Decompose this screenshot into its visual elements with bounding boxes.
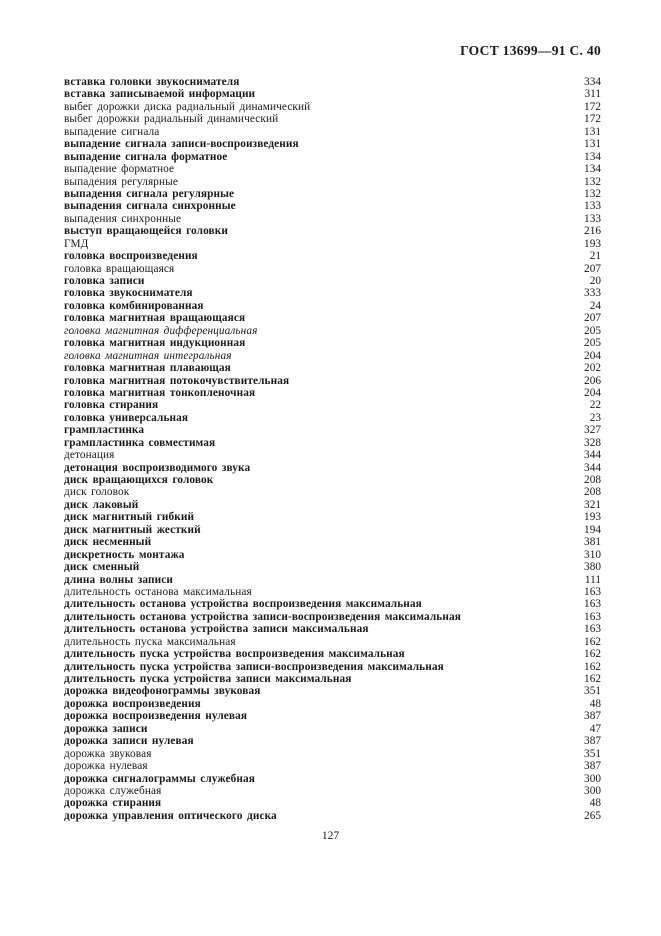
index-entry bbox=[64, 113, 601, 125]
index-entry bbox=[64, 748, 601, 760]
index-entry bbox=[64, 810, 601, 822]
index-entry bbox=[64, 524, 601, 536]
index-entry bbox=[64, 213, 601, 225]
index-entry-term: головка стирания bbox=[64, 399, 159, 412]
index-entry-term: выпадения синхронные bbox=[64, 212, 182, 225]
index-entry-term: ГМД bbox=[64, 237, 89, 250]
index-entry-page: 133 bbox=[584, 212, 601, 225]
index-entry-page: 162 bbox=[584, 648, 601, 661]
index-entry bbox=[64, 350, 601, 362]
index-entry bbox=[64, 685, 601, 697]
index-entry-page: 20 bbox=[589, 275, 601, 287]
index-entry-term: дорожка записи bbox=[64, 722, 148, 735]
index-entry-page: 134 bbox=[584, 163, 601, 176]
index-entry-term: длительность пуска устройства записи-воспроизведения максимальная bbox=[64, 660, 444, 673]
index-entry bbox=[64, 698, 601, 710]
index-entry bbox=[64, 437, 601, 449]
document-header: ГОСТ 13699—91 С. 40 bbox=[460, 43, 601, 58]
index-entry-term: диск лаковый bbox=[64, 498, 139, 511]
index-entry bbox=[64, 176, 601, 188]
index-entry-term: головка магнитная дифференциальная bbox=[64, 324, 258, 337]
index-entry bbox=[64, 337, 601, 349]
index-entry-page: 387 bbox=[584, 735, 601, 748]
index-entry-term: дискретность монтажа bbox=[64, 548, 185, 561]
index-entry-page: 207 bbox=[584, 262, 601, 275]
index-entry-page: 204 bbox=[584, 386, 601, 399]
index-entry bbox=[64, 101, 601, 113]
index-entry bbox=[64, 126, 601, 138]
index-entry-term: детонация bbox=[64, 449, 115, 462]
index-entry-page: 132 bbox=[584, 175, 601, 188]
index-entry-term: головка записи bbox=[64, 275, 145, 287]
index-entry-page: 133 bbox=[584, 200, 601, 213]
index-entry-term: длительность останова максимальная bbox=[64, 585, 252, 598]
index-entry-term: грампластинка совместимая bbox=[64, 436, 216, 449]
index-entry bbox=[64, 636, 601, 648]
index-entry-page: 172 bbox=[584, 113, 601, 126]
index-entry-page: 321 bbox=[584, 498, 601, 511]
index-entry-term: головка магнитная интегральная bbox=[64, 349, 232, 362]
index-entry-term: длина волны записи bbox=[64, 573, 173, 586]
index-entry-page: 208 bbox=[584, 486, 601, 499]
index-entry-term: выпадения сигнала синхронные bbox=[64, 200, 236, 213]
index-entry-term: головка воспроизведения bbox=[64, 250, 198, 263]
index-entry bbox=[64, 200, 601, 212]
index-entry-term: выпадение форматное bbox=[64, 163, 175, 176]
index-entry-page: 344 bbox=[584, 461, 601, 474]
index-entry bbox=[64, 574, 601, 586]
index-entry-page: 327 bbox=[584, 424, 601, 437]
index-entry-term: головка звукоснимателя bbox=[64, 287, 193, 300]
index-entry-term: головка магнитная потокочувствительная bbox=[64, 374, 290, 387]
index-entry-page: 48 bbox=[589, 697, 601, 710]
index-entry bbox=[64, 250, 601, 262]
index-entry-page: 328 bbox=[584, 436, 601, 449]
index-entry-page: 193 bbox=[584, 237, 601, 250]
index-entry-page: 194 bbox=[584, 523, 601, 536]
page-number: 127 bbox=[321, 830, 340, 842]
index-entry-page: 351 bbox=[584, 685, 601, 698]
index-entry-page: 216 bbox=[584, 225, 601, 238]
index-entry-page: 131 bbox=[584, 138, 601, 151]
index-entry bbox=[64, 449, 601, 461]
index-entry-term: выбег дорожки радиальный динамический bbox=[64, 113, 279, 126]
index-entry bbox=[64, 399, 601, 411]
index-entry bbox=[64, 486, 601, 498]
index-entry-page: 208 bbox=[584, 474, 601, 486]
index-entry bbox=[64, 586, 601, 598]
index-entry bbox=[64, 773, 601, 785]
index-entry-term: длительность останова устройства воспроизведения максимальная bbox=[64, 598, 422, 611]
index-entry bbox=[64, 598, 601, 610]
index-entry-page: 310 bbox=[584, 548, 601, 561]
index-entry bbox=[64, 387, 601, 399]
index-entry-page: 163 bbox=[584, 598, 601, 611]
index-entry-term: головка магнитная индукционная bbox=[64, 337, 246, 350]
index-entry-term: головка магнитная вращающаяся bbox=[64, 312, 246, 325]
index-entry bbox=[64, 760, 601, 772]
index-entry-term: диск магнитный жесткий bbox=[64, 523, 201, 536]
index-entry-term: головка комбинированная bbox=[64, 299, 204, 312]
index-entry-page: 162 bbox=[584, 673, 601, 685]
index-entry bbox=[64, 238, 601, 250]
index-entry bbox=[64, 163, 601, 175]
index-entry-page: 333 bbox=[584, 287, 601, 300]
index-entry bbox=[64, 648, 601, 660]
index-entry-term: диск магнитный гибкий bbox=[64, 511, 195, 524]
index-entry bbox=[64, 511, 601, 523]
index-entry-page: 24 bbox=[589, 299, 601, 312]
index-entry bbox=[64, 673, 601, 685]
index-entry-term: длительность останова устройства записи максимальная bbox=[64, 623, 369, 636]
index-entry bbox=[64, 287, 601, 299]
index-entry-page: 48 bbox=[589, 797, 601, 810]
index-entry-term: дорожка воспроизведения bbox=[64, 697, 201, 710]
index-entry bbox=[64, 561, 601, 573]
index-entry-page: 23 bbox=[589, 411, 601, 424]
index-entry-term: диск вращающихся головок bbox=[64, 474, 214, 486]
index-entry bbox=[64, 661, 601, 673]
index-entry bbox=[64, 499, 601, 511]
index-entry bbox=[64, 412, 601, 424]
index-entry bbox=[64, 300, 601, 312]
index-entry bbox=[64, 462, 601, 474]
index-entry-page: 207 bbox=[584, 312, 601, 325]
index-entry-page: 162 bbox=[584, 660, 601, 673]
index-entry bbox=[64, 325, 601, 337]
index-entry-page: 206 bbox=[584, 374, 601, 387]
index-entry-term: длительность пуска максимальная bbox=[64, 635, 236, 648]
index-entry-page: 193 bbox=[584, 511, 601, 524]
index-entry-page: 21 bbox=[589, 250, 601, 263]
index-entry-term: выпадение сигнала форматное bbox=[64, 150, 228, 163]
index-entry-term: длительность пуска устройства записи максимальная bbox=[64, 673, 352, 685]
index-entry-page: 205 bbox=[584, 337, 601, 350]
index-entry-page: 134 bbox=[584, 150, 601, 163]
index-entry bbox=[64, 549, 601, 561]
index-entry-term: дорожка нулевая bbox=[64, 760, 148, 773]
index-entry-page: 172 bbox=[584, 100, 601, 113]
index-entry-page: 202 bbox=[584, 362, 601, 375]
index-entry bbox=[64, 88, 601, 100]
index-entry-page: 22 bbox=[589, 399, 601, 412]
index-entry-term: выбег дорожки диска радиальный динамический bbox=[64, 100, 311, 113]
index-entry-term: дорожка сигналограммы служебная bbox=[64, 772, 255, 785]
index-entry bbox=[64, 723, 601, 735]
index-entry-term: дорожка видеофонограммы звуковая bbox=[64, 685, 261, 698]
index-entry-page: 163 bbox=[584, 610, 601, 623]
index-entry-page: 111 bbox=[584, 573, 601, 586]
index-entry-term: диск несменный bbox=[64, 536, 152, 549]
index-entry-term: вставка головки звукоснимателя bbox=[64, 76, 240, 88]
index-entry-page: 334 bbox=[584, 76, 601, 88]
index-entry bbox=[64, 362, 601, 374]
index-entry-term: длительность пуска устройства воспроизведения максимальная bbox=[64, 648, 405, 661]
index-entry-term: выступ вращающейся головки bbox=[64, 225, 228, 238]
index-entry bbox=[64, 710, 601, 722]
index-entry-term: грампластинка bbox=[64, 424, 145, 437]
index-entry-page: 205 bbox=[584, 324, 601, 337]
index-entry-page: 47 bbox=[589, 722, 601, 735]
index-entry-term: дорожка записи нулевая bbox=[64, 735, 194, 748]
index-entry-page: 311 bbox=[584, 88, 601, 101]
index-entry-term: диск головок bbox=[64, 486, 130, 499]
index-entry-page: 380 bbox=[584, 561, 601, 574]
index-entry bbox=[64, 312, 601, 324]
index-entry bbox=[64, 151, 601, 163]
index-entry-term: выпадения регулярные bbox=[64, 175, 178, 188]
index-entry bbox=[64, 785, 601, 797]
index-entry bbox=[64, 138, 601, 150]
index-entry-term: дорожка управления оптического диска bbox=[64, 809, 277, 822]
index-entry bbox=[64, 275, 601, 287]
index-entry-page: 162 bbox=[584, 635, 601, 648]
index-entry-page: 132 bbox=[584, 187, 601, 200]
index-entry-page: 265 bbox=[584, 809, 601, 822]
index-entry-page: 204 bbox=[584, 349, 601, 362]
index-list bbox=[64, 76, 601, 822]
index-entry-term: выпадения сигнала регулярные bbox=[64, 187, 235, 200]
index-entry bbox=[64, 225, 601, 237]
index-entry bbox=[64, 623, 601, 635]
index-entry-page: 300 bbox=[584, 772, 601, 785]
index-entry-term: выпадение сигнала bbox=[64, 125, 160, 138]
index-entry bbox=[64, 735, 601, 747]
index-entry-term: головка вращающаяся bbox=[64, 262, 175, 275]
index-entry-term: дорожка звуковая bbox=[64, 747, 152, 760]
index-entry bbox=[64, 424, 601, 436]
index-entry-term: головка универсальная bbox=[64, 411, 189, 424]
index-entry bbox=[64, 375, 601, 387]
index-entry-term: дорожка служебная bbox=[64, 784, 162, 797]
index-entry-term: длительность останова устройства записи-воспроизведения максимальная bbox=[64, 610, 461, 623]
index-entry bbox=[64, 76, 601, 88]
index-entry-page: 387 bbox=[584, 710, 601, 723]
index-entry-term: дорожка стирания bbox=[64, 797, 162, 810]
index-entry-page: 387 bbox=[584, 760, 601, 773]
index-entry bbox=[64, 474, 601, 486]
index-entry bbox=[64, 536, 601, 548]
index-entry-term: детонация воспроизводимого звука bbox=[64, 461, 251, 474]
index-entry-term: дорожка воспроизведения нулевая bbox=[64, 710, 248, 723]
index-entry-term: вставка записываемой информации bbox=[64, 88, 256, 101]
index-entry-page: 344 bbox=[584, 449, 601, 462]
index-entry-page: 300 bbox=[584, 784, 601, 797]
index-entry-page: 351 bbox=[584, 747, 601, 760]
index-entry-page: 163 bbox=[584, 623, 601, 636]
index-entry-term: диск сменный bbox=[64, 561, 140, 574]
index-entry bbox=[64, 263, 601, 275]
index-entry-term: головка магнитная плавающая bbox=[64, 362, 231, 375]
index-entry bbox=[64, 611, 601, 623]
index-entry-term: выпадение сигнала записи-воспроизведения bbox=[64, 138, 299, 151]
index-entry-page: 131 bbox=[584, 125, 601, 138]
index-entry-page: 163 bbox=[584, 585, 601, 598]
index-entry-term: головка магнитная тонкопленочная bbox=[64, 386, 256, 399]
index-entry bbox=[64, 797, 601, 809]
index-entry bbox=[64, 188, 601, 200]
index-entry-page: 381 bbox=[584, 536, 601, 549]
